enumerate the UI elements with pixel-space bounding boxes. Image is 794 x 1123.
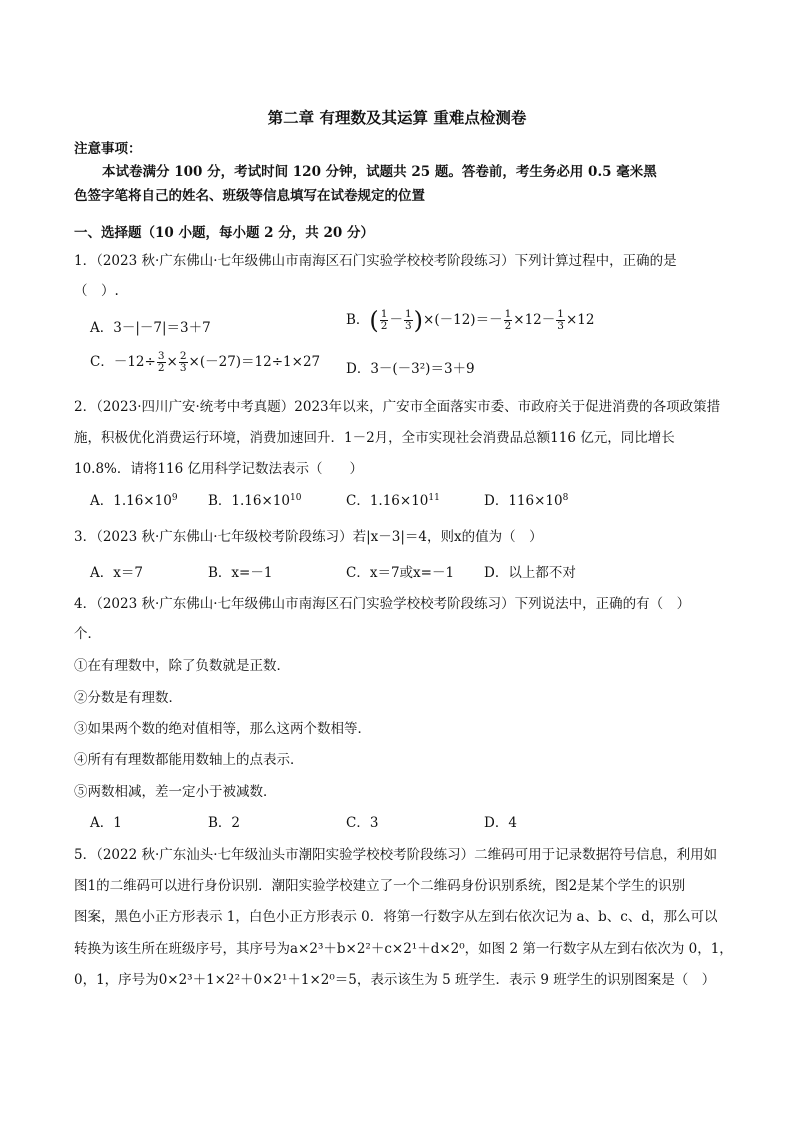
q1-option-b[interactable]: B．( $\frac{1}{2}$ － $\frac{1}{3}$ )×(－12)＝－ $\frac{1}{2}$ ×12－ $\frac{1}{3}$ ×12: [346, 306, 595, 335]
q4-statement-3: ③如果两个数的绝对值相等，那么这两个数相等．: [74, 721, 371, 737]
q4-statement-2: ②分数是有理数．: [74, 690, 182, 706]
q3-option-c[interactable]: C．x＝7或x=－1: [346, 565, 455, 581]
section-heading: 一、选择题（10 小题，每小题 2 分，共 20 分）: [74, 225, 374, 241]
q4-stem-line-1: 4．（2023 秋·广东佛山·七年级佛山市南海区石门实验学校校考阶段练习）下列说法中，正确的有（ ）: [74, 596, 691, 612]
q1-b-frac-third: $\frac{1}{3}$: [404, 308, 412, 332]
q2-stem-line-3: 10.8%．请将116 亿用科学记数法表示（ ）: [74, 461, 363, 477]
q4-option-b[interactable]: B．2: [208, 815, 241, 831]
q1-option-d-label: D．: [346, 361, 371, 377]
q5-line5-pre: 0，1，序号为: [74, 972, 159, 988]
q2-option-a-exp: 9: [171, 493, 178, 503]
q2-option-c[interactable]: [346, 489, 440, 509]
q1-b-frac-half: $\frac{1}{2}$: [380, 308, 388, 332]
q5-line4-formula: a×2³＋b×2²＋c×2¹＋d×2⁰: [290, 941, 465, 957]
q1-c-tail: ×(－27)＝12÷1×27: [188, 354, 321, 370]
q1-b-close-paren: ): [413, 306, 424, 335]
q5-stem-line-4: [74, 937, 733, 957]
q2-option-d-exp: 8: [562, 493, 569, 503]
q1-option-d[interactable]: [346, 357, 475, 377]
q5-line5-post: ，表示该生为 5 班学生．表示 9 班学生的识别图案是（ ）: [356, 972, 716, 988]
q1-option-a[interactable]: [90, 316, 211, 336]
q1-stem-line-1: 1．（2023 秋·广东佛山·七年级佛山市南海区石门实验学校校考阶段练习）下列计算过程中，正确的是: [74, 253, 677, 269]
q3-option-b[interactable]: B．x=－1: [208, 565, 273, 581]
q1-c-mid: ×: [166, 354, 178, 370]
q1-option-a-label: A．: [90, 320, 114, 336]
q1-c-frac-2-3: $\frac{2}{3}$: [179, 350, 187, 374]
notice-line-2: 色签字笔将自己的姓名、班级等信息填写在试卷规定的位置: [74, 188, 425, 204]
q1-c-frac-3-2: $\frac{3}{2}$: [157, 350, 165, 374]
q5-stem-line-3: 图案，黑色小正方形表示 1，白色小正方形表示 0．将第一行数字从左到右依次记为 a、b、c、d，那么可以: [74, 909, 718, 925]
q5-stem-line-1: 5．（2022 秋·广东汕头·七年级汕头市潮阳实验学校校考阶段练习）二维码可用于记录数据符号信息，利用如: [74, 847, 718, 863]
q4-option-d[interactable]: D．4: [484, 815, 517, 831]
q3-stem-abs: |x－3|＝4: [366, 529, 427, 545]
q3-option-d[interactable]: D．以上都不对: [484, 565, 576, 581]
q2-option-c-exp: 11: [428, 493, 440, 503]
q1-b-frac-third-2: $\frac{1}{3}$: [557, 308, 564, 332]
page-title: 第二章 有理数及其运算 重难点检测卷: [267, 108, 527, 127]
q2-option-b[interactable]: [208, 489, 301, 509]
q2-stem-line-2: 施，积极优化消费运行环境，消费加速回升．1－2月，全市实现社会消费品总额116 亿元，同比增长: [74, 430, 675, 446]
q5-stem-line-5: [74, 968, 715, 988]
q4-option-c[interactable]: C．3: [346, 815, 379, 831]
q2-option-a[interactable]: [90, 489, 178, 509]
q1-d-expr: 3－(－3²)＝3＋9: [370, 361, 475, 377]
q1-b-frac-half-2: $\frac{1}{2}$: [504, 308, 512, 332]
q1-b-end: ×12: [565, 312, 595, 328]
q1-option-b-label: B．: [346, 312, 370, 328]
q1-b-open-paren: (: [369, 306, 379, 335]
q2-option-c-text: C．1.16×10: [346, 493, 429, 509]
notice-line-1: 本试卷满分 100 分，考试时间 120 分钟，试题共 25 题。答卷前，考生务必用 0.5 毫米黑: [102, 164, 657, 180]
q3-stem-pre: 3．（2023 秋·广东佛山·七年级校考阶段练习）若: [74, 529, 367, 545]
q5-line4-post: ，如图 2 第一行数字从左到右依次为 0，1，: [464, 941, 733, 957]
q2-option-a-text: A．1.16×10: [90, 493, 172, 509]
q1-option-c-label: C．: [90, 354, 114, 370]
q2-option-d[interactable]: [484, 489, 568, 509]
notice-heading: 注意事项：: [74, 141, 142, 157]
q3-stem-post: ，则x的值为（ ）: [426, 529, 543, 545]
q4-stem-line-2: 个．: [74, 626, 101, 642]
q4-statement-1: ①在有理数中，除了负数就是正数．: [74, 658, 290, 674]
q1-c-head: －12÷: [113, 354, 156, 370]
q5-stem-line-2: 图1的二维码可以进行身份识别．潮阳实验学校建立了一个二维码身份识别系统，图2是某个学生的识别: [74, 878, 686, 894]
q4-statement-5: ⑤两数相减，差一定小于被减数．: [74, 784, 277, 800]
q1-option-a-expr: 3－|－7|＝3＋7: [113, 320, 211, 336]
q3-stem: [74, 525, 543, 545]
q1-b-tail: ×(－12)＝－: [423, 312, 503, 328]
q2-option-b-exp: 10: [289, 493, 302, 503]
q4-option-a[interactable]: A．1: [90, 815, 122, 831]
q2-stem-line-1: 2．（2023·四川广安·统考中考真题）2023年以来，广安市全面落实市委、市政府关于促进消费的各项政策措: [74, 399, 721, 415]
q1-stem-line-2: （ ）.: [74, 283, 119, 299]
q2-option-d-text: D．116×10: [484, 493, 563, 509]
q2-option-b-text: B．1.16×10: [208, 493, 290, 509]
q5-line4-pre: 转换为该生所在班级序号，其序号为: [74, 941, 290, 957]
q4-statement-4: ④所有有理数都能用数轴上的点表示．: [74, 752, 304, 768]
q5-line5-formula: 0×2³＋1×2²＋0×2¹＋1×2⁰＝5: [158, 972, 357, 988]
q3-option-a[interactable]: A．x＝7: [90, 565, 143, 581]
q1-b-mid: ×12－: [513, 312, 556, 328]
q1-option-c[interactable]: [90, 350, 320, 374]
